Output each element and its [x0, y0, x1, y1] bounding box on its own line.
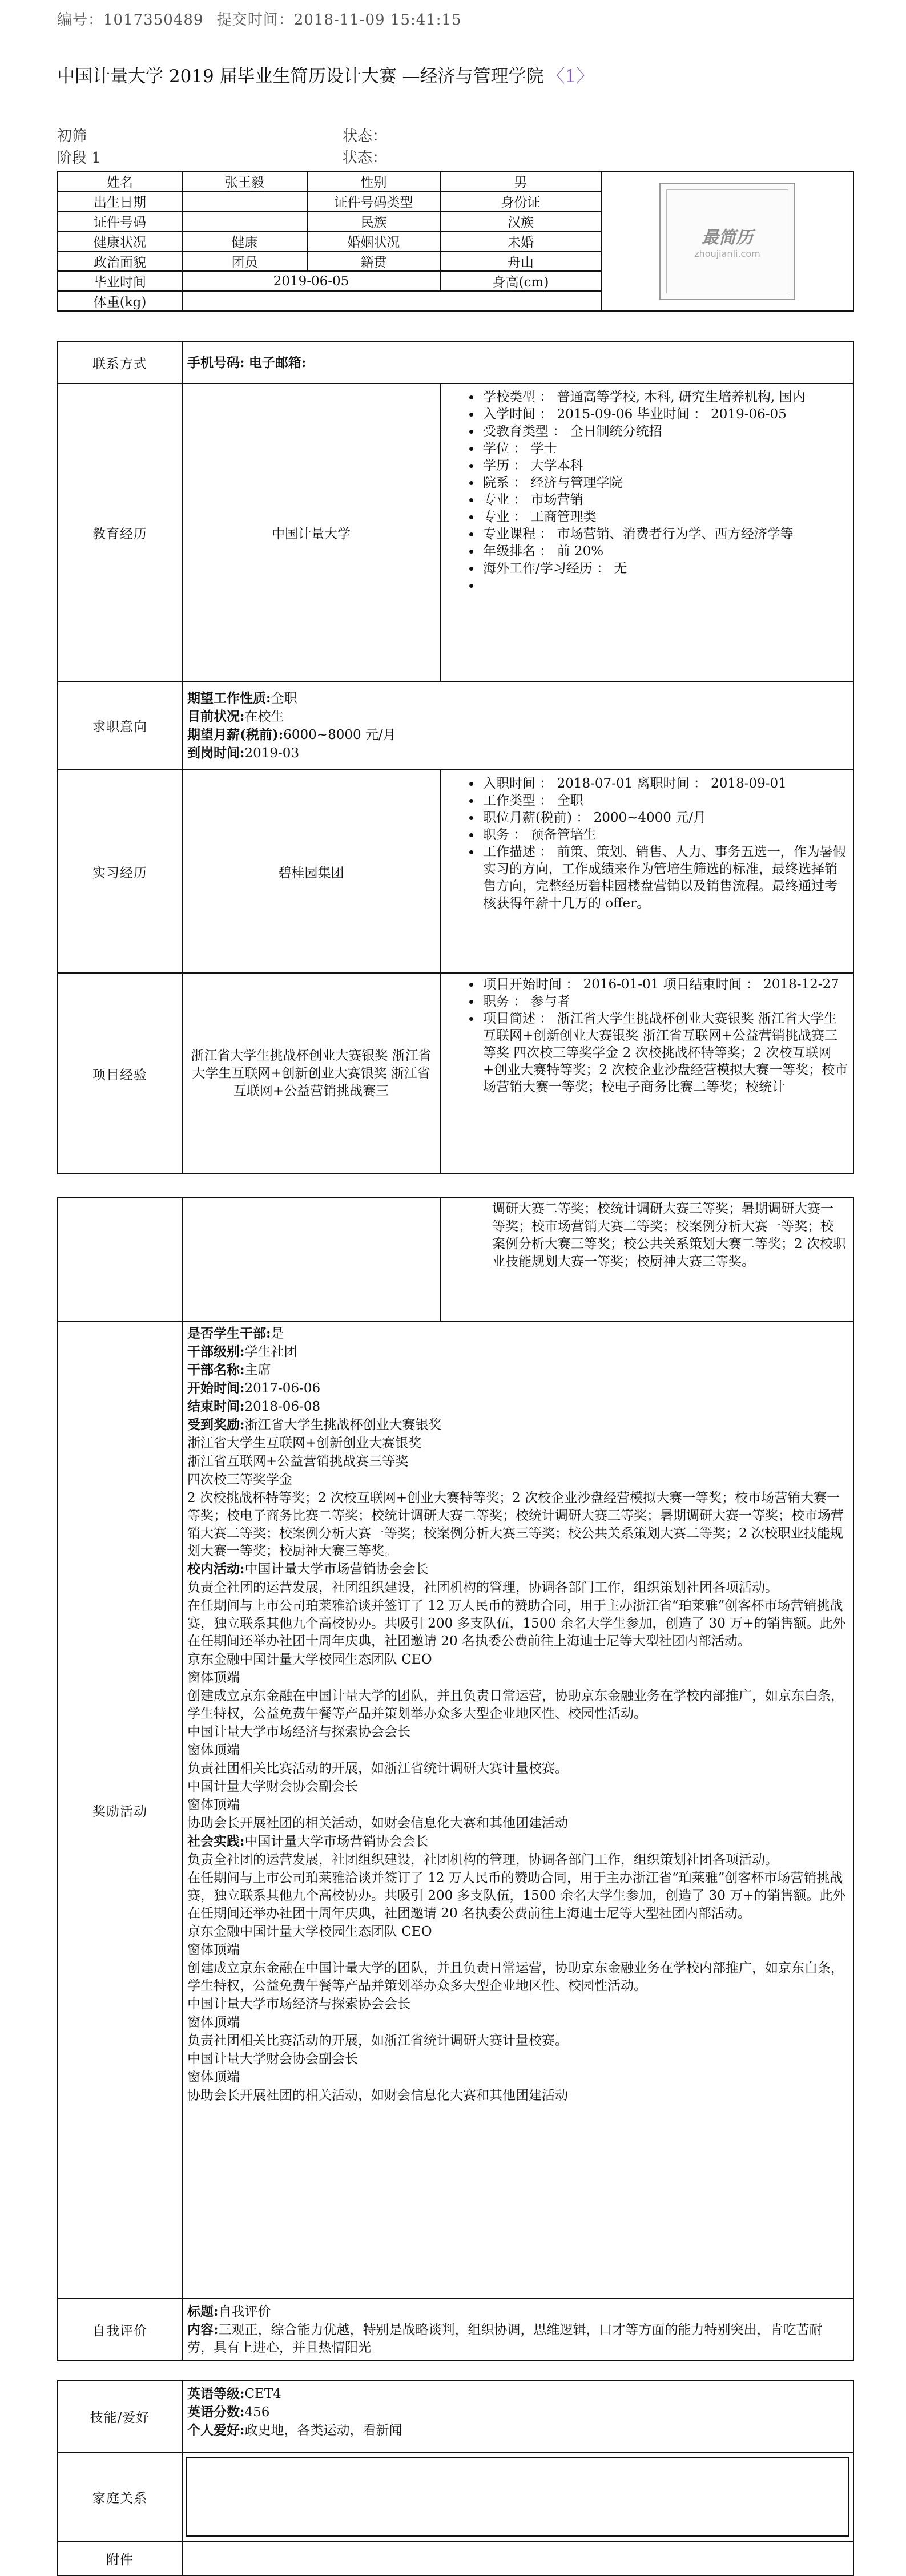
detail-key: 受到奖励:	[187, 1417, 245, 1432]
detail-line	[187, 1814, 848, 1832]
company-name: 碧桂园集团	[182, 770, 440, 973]
field-label: 性别	[307, 171, 440, 191]
section-project-continued	[58, 1197, 853, 1322]
list-item: • 项目简述 ： 浙江省大学生挑战杯创业大赛银奖 浙江省大学生互联网+创新创业大赛银奖 浙江省互联网+公益营销挑战赛三等奖 四次校三等奖学金 2 次校挑战杯特等奖；2 次校互联网+创业大赛特等奖；2 次校企业沙盘经营模拟大赛一等奖；校市场营销大赛一等奖；校电子商务比赛二等奖；校统计	[481, 1010, 848, 1096]
detail-line	[187, 2303, 848, 2321]
detail-value: 是	[271, 1326, 284, 1341]
field-value: 张王毅	[182, 171, 307, 191]
detail-key: 个人爱好:	[187, 2422, 245, 2438]
watermark-domain: zhoujianli.com	[694, 248, 760, 259]
list-item: • 学历 ： 大学本科	[481, 457, 848, 474]
project-details	[440, 973, 853, 1174]
detail-value: 2017-06-06	[244, 1381, 321, 1396]
detail-line	[187, 2086, 848, 2105]
page-title-text: 中国计量大学 2019 届毕业生简历设计大赛 —经济与管理学院	[57, 66, 544, 87]
detail-line	[187, 1669, 848, 1687]
detail-value: 负责全社团的运营发展，社团组织建设，社团机构的管理，协调各部门工作，组织策划社团各项活动。	[187, 1580, 778, 1595]
detail-line	[187, 1869, 848, 1923]
list-item: • 专业 ： 工商管理类	[481, 508, 848, 526]
school-name: 中国计量大学	[182, 383, 440, 681]
detail-line	[187, 1578, 848, 1597]
detail-value: 主席	[244, 1363, 271, 1378]
field-label: 身高(cm)	[440, 271, 601, 291]
field-value: 身份证	[440, 191, 601, 211]
detail-line	[187, 1398, 848, 1416]
detail-line	[187, 1851, 848, 1869]
field-value: 团员	[182, 251, 307, 271]
list-item: • 受教育类型 ： 全日制统分统招	[481, 423, 848, 440]
detail-line	[187, 1560, 848, 1578]
email-label: 电子邮箱:	[248, 354, 307, 370]
detail-line	[187, 1778, 848, 1796]
detail-value: 负责社团相关比赛活动的开展，如浙江省统计调研大赛计量校赛。	[187, 2033, 568, 2048]
project-list	[445, 976, 848, 1096]
detail-key: 是否学生干部:	[187, 1326, 271, 1341]
resume-sections-page-1	[57, 341, 854, 1174]
detail-line	[187, 1941, 848, 1959]
detail-value: 浙江省大学生互联网+创新创业大赛银奖	[187, 1436, 422, 1451]
family-details	[182, 2452, 853, 2541]
detail-value: 窗体顶端	[187, 1798, 240, 1812]
detail-value: CET4	[244, 2387, 281, 2401]
detail-value: 在校生	[244, 709, 284, 724]
field-label: 姓名	[58, 171, 182, 191]
record-meta	[57, 8, 470, 29]
list-item: • 工作类型 ： 全职	[481, 792, 848, 809]
detail-line	[187, 1923, 848, 1941]
field-value: 男	[440, 171, 601, 191]
field-value	[182, 291, 601, 311]
intention-details	[182, 681, 853, 770]
detail-value: 456	[244, 2405, 270, 2420]
detail-value: 2018-06-08	[244, 1399, 321, 1414]
field-value	[182, 211, 307, 231]
detail-line	[187, 1796, 848, 1814]
photo-cell	[601, 171, 853, 311]
list-item: • 项目开始时间 ： 2016-01-01 项目结束时间 ： 2018-12-27	[481, 976, 848, 993]
detail-line	[187, 2013, 848, 2032]
stage-label: 初筛	[57, 128, 87, 145]
detail-line	[187, 1379, 848, 1398]
empty-name-cell	[182, 1197, 440, 1322]
detail-value: 中国计量大学财会协会副会长	[187, 2052, 358, 2066]
section-label: 求职意向	[58, 681, 182, 770]
field-value	[182, 191, 307, 211]
section-contact	[58, 341, 853, 383]
detail-key: 目前状况:	[187, 708, 245, 724]
detail-line	[187, 689, 848, 708]
detail-line	[187, 1650, 848, 1669]
detail-value: 协助会长开展社团的相关活动，如财会信息化大赛和其他团建活动	[187, 2088, 568, 2103]
detail-value: 窗体顶端	[187, 2070, 240, 2085]
detail-value: 全职	[271, 691, 297, 706]
list-item: • 院系 ： 经济与管理学院	[481, 474, 848, 491]
stage-label: 阶段 1	[57, 150, 101, 167]
detail-value: 窗体顶端	[187, 1943, 240, 1957]
detail-line	[187, 708, 848, 726]
detail-value: 窗体顶端	[187, 1743, 240, 1758]
phone-label: 手机号码:	[187, 354, 245, 370]
detail-value: 2 次校挑战杯特等奖；2 次校互联网+创业大赛特等奖；2 次校企业沙盘经营模拟大赛一等奖；校市场营销大赛一等奖；校电子商务比赛二等奖；校统计调研大赛二等奖；校统计调研大赛三等奖；暑期调研大赛一等奖；校市场营销大赛二等奖；校案例分析大赛一等奖；校案例分析大赛三等奖；校公共关系策划大赛二等奖；2 次校职业技能规划大赛一等奖；校厨神大赛三等奖。	[187, 1491, 844, 1558]
section-intention	[58, 681, 853, 770]
detail-value: 负责全社团的运营发展，社团组织建设，社团机构的管理，协调各部门工作，组织策划社团各项活动。	[187, 1852, 778, 1867]
field-label: 婚姻状况	[307, 231, 440, 251]
detail-value: 协助会长开展社团的相关活动，如财会信息化大赛和其他团建活动	[187, 1816, 568, 1831]
detail-value: 窗体顶端	[187, 2015, 240, 2030]
detail-value: 浙江省互联网+公益营销挑战赛三等奖	[187, 1454, 409, 1469]
field-value: 未婚	[440, 231, 601, 251]
section-education	[58, 383, 853, 681]
section-label: 家庭关系	[58, 2452, 182, 2541]
list-item: • 入学时间 ： 2015-09-06 毕业时间 ： 2019-06-05	[481, 406, 848, 423]
detail-key: 开始时间:	[187, 1380, 245, 1396]
empty-label-cell	[58, 1197, 182, 1322]
detail-key: 校内活动:	[187, 1561, 245, 1577]
attachment-details	[182, 2541, 853, 2575]
detail-line	[187, 1452, 848, 1471]
detail-line	[187, 1687, 848, 1723]
detail-key: 内容:	[187, 2321, 219, 2337]
photo-placeholder	[659, 183, 795, 300]
status-row-2	[57, 146, 387, 167]
section-awards	[58, 1322, 853, 2299]
skills-details	[182, 2381, 853, 2452]
section-project	[58, 973, 853, 1174]
field-value: 2019-06-05	[182, 271, 440, 291]
detail-line	[187, 2032, 848, 2050]
section-label: 自我评价	[58, 2299, 182, 2360]
field-value: 健康	[182, 231, 307, 251]
list-item: • 学校类型 ： 普通高等学校, 本科, 研究生培养机构, 国内	[481, 389, 848, 406]
detail-value: 政史地，各类运动，看新闻	[244, 2423, 402, 2438]
section-label: 实习经历	[58, 770, 182, 973]
section-label: 奖励活动	[58, 1322, 182, 2299]
list-item: • 年级排名 ： 前 20%	[481, 543, 848, 560]
stage-status: 状态：	[343, 128, 388, 145]
detail-line	[187, 726, 848, 744]
detail-value: 中国计量大学市场经济与探索协会会长	[187, 1997, 410, 2012]
detail-value: 三观正，综合能力优越，特别是战略谈判，组织协调，思维逻辑，口才等方面的能力特别突出，肯吃苦耐劳，具有上进心，并且热情阳光	[187, 2322, 823, 2355]
detail-value: 6000~8000 元/月	[283, 727, 396, 742]
field-value: 舟山	[440, 251, 601, 271]
detail-line	[187, 1959, 848, 1995]
record-id: 编号：1017350489	[57, 11, 204, 29]
page-title	[57, 62, 594, 87]
detail-key: 英语等级:	[187, 2386, 245, 2401]
internship-list	[445, 775, 848, 912]
resume-sections-page-2	[57, 1197, 854, 2576]
section-family	[58, 2452, 853, 2541]
detail-line	[187, 2050, 848, 2068]
detail-line	[187, 1489, 848, 1560]
detail-line	[187, 2321, 848, 2357]
field-label: 出生日期	[58, 191, 182, 211]
field-label: 籍贯	[307, 251, 440, 271]
list-item: • 海外工作/学习经历 ： 无	[481, 560, 848, 577]
section-self-evaluation	[58, 2299, 853, 2360]
section-attachment	[58, 2541, 853, 2575]
detail-line	[187, 1995, 848, 2013]
detail-key: 结束时间:	[187, 1399, 245, 1414]
list-item: • 职务 ： 预备管培生	[481, 826, 848, 843]
detail-value: 四次校三等奖学金	[187, 1472, 292, 1487]
detail-value: 自我评价	[218, 2304, 271, 2319]
education-details	[440, 383, 853, 681]
detail-key: 标题:	[187, 2303, 219, 2319]
field-label: 证件号码类型	[307, 191, 440, 211]
detail-key: 期望月薪(税前):	[187, 726, 284, 742]
detail-value: 中国计量大学市场经济与探索协会会长	[187, 1725, 410, 1739]
detail-value: 在任期间与上市公司珀莱雅洽谈并签订了 12 万人民币的赞助合同，用于主办浙江省“珀莱雅”创客杯市场营销挑战赛，独立联系其他九个高校协办。共吸引 200 多支队伍，1500 余名大学生参加，创造了 30 万+的销售额。此外在任期间还举办社团十周年庆典，社团邀请 20 名执委公费前往上海迪士尼等大型社团内部活动。	[187, 1871, 846, 1921]
section-label: 教育经历	[58, 383, 182, 681]
detail-line	[187, 744, 848, 762]
field-value: 汉族	[440, 211, 601, 231]
list-item: • 专业 ： 市场营销	[481, 491, 848, 508]
detail-line	[187, 1471, 848, 1489]
section-gap	[58, 2360, 853, 2381]
internship-details	[440, 770, 853, 973]
detail-key: 干部名称:	[187, 1362, 245, 1378]
contact-details	[182, 341, 853, 383]
detail-key: 社会实践:	[187, 1834, 245, 1849]
detail-value: 创建成立京东金融在中国计量大学的团队，并且负责日常运营，协助京东金融业务在学校内部推广，如京东白条，学生特权，公益免费午餐等产品并策划举办众多大型企业地区性、校园性活动。	[187, 1961, 844, 1993]
detail-value: 中国计量大学市场营销协会会长	[244, 1562, 429, 1577]
detail-value: 窗体顶端	[187, 1670, 240, 1685]
detail-line	[187, 1597, 848, 1650]
table-row	[58, 171, 853, 191]
list-item: • 职位月薪(税前) ： 2000~4000 元/月	[481, 809, 848, 826]
section-skills	[58, 2381, 853, 2452]
detail-value: 京东金融中国计量大学校园生态团队 CEO	[187, 1652, 432, 1667]
detail-value: 创建成立京东金融在中国计量大学的团队，并且负责日常运营，协助京东金融业务在学校内部推广，如京东白条，学生特权，公益免费午餐等产品并策划举办众多大型企业地区性、校园性活动。	[187, 1689, 844, 1721]
detail-value: 负责社团相关比赛活动的开展，如浙江省统计调研大赛计量校赛。	[187, 1761, 568, 1776]
detail-value: 京东金融中国计量大学校园生态团队 CEO	[187, 1924, 432, 1939]
project-name: 浙江省大学生挑战杯创业大赛银奖 浙江省大学生互联网+创新创业大赛银奖 浙江省互联网+公益营销挑战赛三	[182, 973, 440, 1174]
self-evaluation-details	[182, 2299, 853, 2360]
detail-key: 英语分数:	[187, 2404, 245, 2420]
list-item: • 入职时间 ： 2018-07-01 离职时间 ： 2018-09-01	[481, 775, 848, 792]
watermark-logo: 最简历	[702, 228, 753, 248]
detail-line	[187, 2385, 848, 2403]
detail-line	[187, 1325, 848, 1343]
status-row-1	[57, 124, 387, 146]
section-label: 技能/爱好	[58, 2381, 182, 2452]
section-gap-cell	[58, 2360, 853, 2381]
detail-line	[187, 1759, 848, 1778]
page-number-link[interactable]: 〈1〉	[547, 66, 594, 87]
detail-line	[187, 2068, 848, 2086]
detail-key: 干部级别:	[187, 1344, 245, 1359]
detail-line	[187, 1343, 848, 1361]
list-item: • 学位 ： 学士	[481, 440, 848, 457]
detail-line	[187, 1832, 848, 1851]
detail-line	[187, 2421, 848, 2440]
detail-value: 2019-03	[244, 745, 300, 761]
list-item: • 专业课程 ： 市场营销、消费者行为学、西方经济学等	[481, 526, 848, 543]
project-description-continued: 调研大赛二等奖；校统计调研大赛三等奖；暑期调研大赛一等奖；校市场营销大赛二等奖；校案例分析大赛一等奖；校案例分析大赛三等奖；校公共关系策划大赛二等奖；2 次校职业技能规划大赛一等奖；校厨神大赛三等奖。	[440, 1197, 853, 1322]
stage-status: 状态：	[343, 150, 388, 167]
field-label: 毕业时间	[58, 271, 182, 291]
detail-value: 中国计量大学财会协会副会长	[187, 1779, 358, 1794]
detail-line	[187, 1434, 848, 1452]
section-internship	[58, 770, 853, 973]
field-label: 健康状况	[58, 231, 182, 251]
detail-key: 到岗时间:	[187, 745, 245, 761]
section-label: 联系方式	[58, 341, 182, 383]
detail-line	[187, 1723, 848, 1741]
detail-value: 在任期间与上市公司珀莱雅洽谈并签订了 12 万人民币的赞助合同，用于主办浙江省“珀莱雅”创客杯市场营销挑战赛，独立联系其他九个高校协办。共吸引 200 多支队伍，1500 余名大学生参加，创造了 30 万+的销售额。此外在任期间还举办社团十周年庆典，社团邀请 20 名执委公费前往上海迪士尼等大型社团内部活动。	[187, 1598, 846, 1649]
field-label: 体重(kg)	[58, 291, 182, 311]
family-table-box	[186, 2457, 849, 2537]
field-label: 政治面貌	[58, 251, 182, 271]
submit-time: 提交时间：2018-11-09 15:41:15	[216, 11, 462, 29]
list-item: • 职务 ： 参与者	[481, 993, 848, 1010]
field-label: 民族	[307, 211, 440, 231]
basic-info-table	[57, 171, 854, 312]
awards-details	[182, 1322, 853, 2299]
detail-line	[187, 1361, 848, 1379]
list-item	[481, 577, 848, 594]
field-label: 证件号码	[58, 211, 182, 231]
detail-value: 学生社团	[244, 1344, 297, 1359]
detail-line	[187, 1741, 848, 1759]
detail-line	[187, 2403, 848, 2421]
section-label: 项目经验	[58, 973, 182, 1174]
detail-line	[187, 1416, 848, 1434]
list-item: • 工作描述 ： 前策、策划、销售、人力、事务五选一，作为暑假实习的方向，工作成绩来作为管培生筛选的标准，最终选择销售方向，完整经历碧桂园楼盘营销以及销售流程。最终通过考核获得年薪十几万的 offer。	[481, 843, 848, 912]
detail-value: 中国计量大学市场营销协会会长	[244, 1834, 429, 1849]
detail-value: 浙江省大学生挑战杯创业大赛银奖	[244, 1418, 442, 1432]
section-label: 附件	[58, 2541, 182, 2575]
education-list	[445, 389, 848, 594]
detail-key: 期望工作性质:	[187, 690, 271, 706]
